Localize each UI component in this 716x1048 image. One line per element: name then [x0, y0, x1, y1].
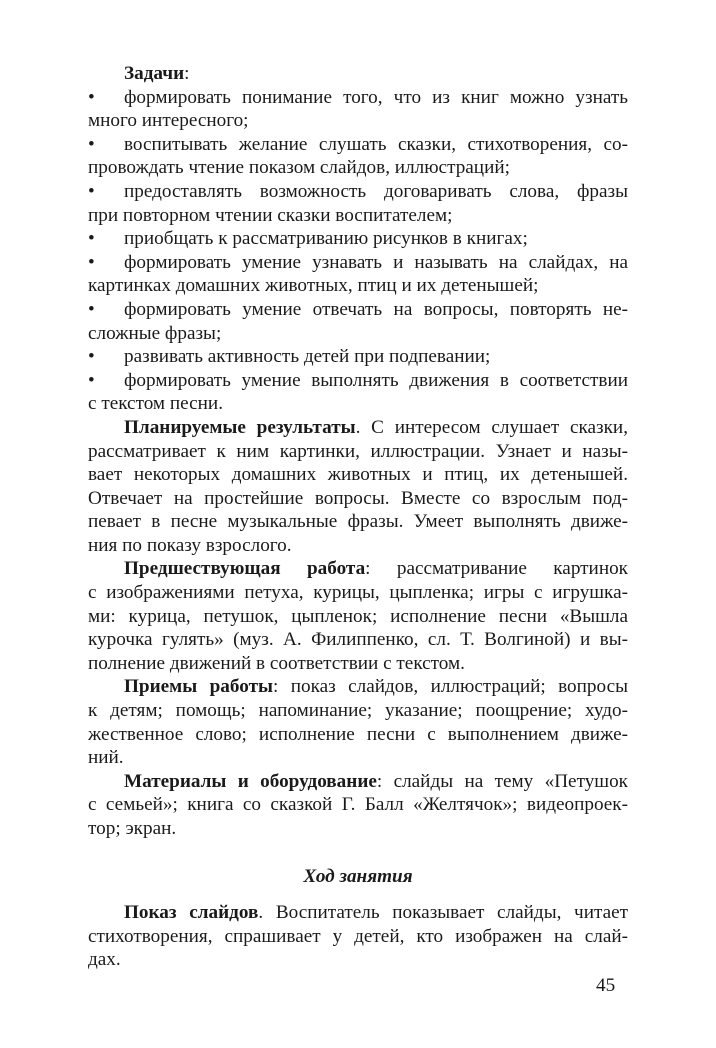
task-item: • формировать понимание того, что из книг можно узнать много интересного;: [88, 86, 628, 132]
task-item: • формировать умение узнавать и называть на слайдах, на картинках домашних животных, птиц и их детенышей;: [88, 251, 628, 297]
bullet-icon: •: [88, 228, 95, 250]
slides-paragraph: Показ слайдов. Воспитатель показывает слайды, читает стихотворения, спрашивает у детей, кто изображен на слай- дах.: [88, 902, 628, 971]
bullet-icon: •: [88, 298, 95, 320]
slides-title: Показ слайдов: [124, 902, 259, 924]
task-item: • воспитывать желание слушать сказки, стихотворения, со- провождать чтение показом слайдов, иллюстраций;: [88, 133, 628, 179]
preliminary-paragraph: Предшествующая работа: рассматривание картинок с изображениями петуха, курицы, цыпленка; игры с игрушка- ми: курица, петушок, цыпленок; исполнение песни «Вышла курочка гулять» (муз. А. Филиппенко, сл. Т. Волгиной) и вы- полнение движений в соответствии с текстом.: [88, 558, 628, 674]
task-item: • предоставлять возможность договаривать слова, фразы при повторном чтении сказки воспитателем;: [88, 180, 628, 226]
methods-title: Приемы работы: [124, 676, 273, 698]
tasks-title: Задачи: [124, 63, 185, 84]
task-item: • формировать умение отвечать на вопросы, повторять не- сложные фразы;: [88, 298, 628, 344]
task-item: • развивать активность детей при подпевании;: [88, 346, 491, 368]
bullet-icon: •: [88, 369, 95, 391]
tasks-list: [88, 86, 628, 416]
preliminary-title: Предшествующая работа: [124, 558, 366, 580]
task-item: • формировать умение выполнять движения в соответствии с текстом песни.: [88, 369, 628, 415]
results-paragraph: Планируемые результаты. С интересом слушает сказки, рассматривает к ним картинки, иллюстрации. Узнает и назы- вает некоторых домашних животных и птиц, их детенышей. Отвечает на простейшие вопросы. Вместе со взрослым под- певает в песне музыкальные фразы. Умеет выполнять движе- ния по показу взрослого.: [88, 416, 629, 556]
materials-title: Материалы и оборудование: [124, 770, 377, 792]
document-page: [88, 62, 628, 972]
task-item: • приобщать к рассматриванию рисунков в книгах;: [88, 228, 528, 250]
bullet-icon: •: [88, 86, 95, 108]
results-title: Планируемые результаты: [124, 416, 356, 438]
materials-paragraph: Материалы и оборудование: слайды на тему «Петушок с семьей»; книга со сказкой Г. Балл «Желтячок»; видеопроек- тор; экран.: [88, 770, 628, 839]
bullet-icon: •: [88, 133, 95, 155]
bullet-icon: •: [88, 180, 95, 202]
bullet-icon: •: [88, 251, 95, 273]
lesson-heading: Ход занятия: [303, 865, 413, 887]
bullet-icon: •: [88, 346, 95, 368]
tasks-heading-line: Задачи:: [124, 63, 190, 84]
page-number: 45: [596, 975, 616, 996]
methods-paragraph: Приемы работы: показ слайдов, иллюстраций; вопросы к детям; помощь; напоминание; указание; поощрение; худо- жественное слово; исполнение песни с выполнением движе- ний.: [88, 676, 628, 769]
